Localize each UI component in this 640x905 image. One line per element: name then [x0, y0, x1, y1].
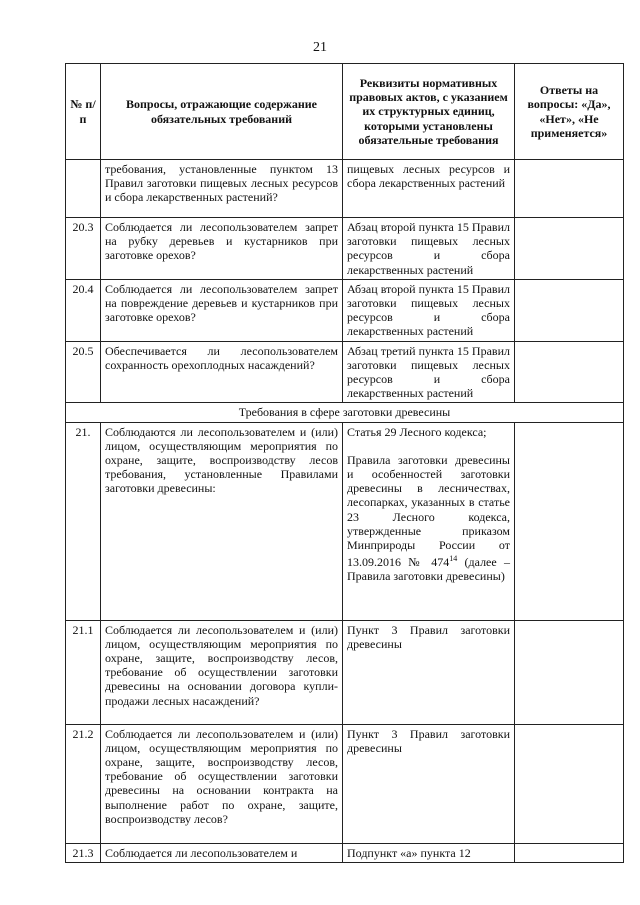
row-question: Соблюдается ли лесопользователем и (или) лицом, осуществляющим мероприятия по охране, защите, воспроизводству лесов, требование об осуществлении заготовки древесины на основании договора купли-продажи лесных насаждений?: [101, 620, 343, 724]
table-row: [66, 341, 624, 403]
requirements-table: [65, 63, 624, 863]
row-requisites: [343, 422, 515, 620]
requisites-article: Статья 29 Лесного кодекса;: [347, 424, 487, 439]
row-answer: [515, 341, 624, 403]
header-question: Вопросы, отражающие содержание обязательных требований: [101, 64, 343, 160]
row-answer: [515, 422, 624, 620]
table-row: [66, 724, 624, 843]
row-answer: [515, 620, 624, 724]
row-number: 21.: [66, 422, 101, 620]
section-title: Требования в сфере заготовки древесины: [66, 403, 624, 422]
row-requisites: Абзац второй пункта 15 Правил заготовки пищевых лесных ресурсов и сбора лекарственных растений: [343, 218, 515, 280]
row-number: 21.3: [66, 843, 101, 862]
section-row: [66, 403, 624, 422]
requisites-rules: Правила заготовки древесины и особенностей заготовки древесины в лесничествах, лесопарках, указанных в статье 23 Лесного кодекса, утвержденные приказом Минприроды России от 13.09.2016 № 474: [347, 452, 510, 570]
row-requisites: Абзац третий пункта 15 Правил заготовки пищевых лесных ресурсов и сбора лекарственных растений: [343, 341, 515, 403]
row-number: [66, 160, 101, 218]
table-row: [66, 279, 624, 341]
header-num: № п/п: [66, 64, 101, 160]
row-answer: [515, 724, 624, 843]
table-row: [66, 620, 624, 724]
row-requisites: пищевых лесных ресурсов и сбора лекарственных растений: [343, 160, 515, 218]
row-requisites: Пункт 3 Правил заготовки древесины: [343, 620, 515, 724]
row-requisites: Подпункт «а» пункта 12: [343, 843, 515, 862]
table-header-row: [66, 64, 624, 160]
row-requisites: Абзац второй пункта 15 Правил заготовки пищевых лесных ресурсов и сбора лекарственных растений: [343, 279, 515, 341]
row-answer: [515, 279, 624, 341]
row-number: 20.3: [66, 218, 101, 280]
row-question: Соблюдается ли лесопользователем и (или) лицом, осуществляющим мероприятия по охране, защите, воспроизводству лесов, требование об осуществлении заготовки древесины на основании контракта на выполнение работ по охране, защите, воспроизводству лесов?: [101, 724, 343, 843]
row-question: требования, установленные пунктом 13 Правил заготовки пищевых лесных ресурсов и сбора лекарственных растений?: [101, 160, 343, 218]
row-answer: [515, 160, 624, 218]
table-row: [66, 422, 624, 620]
row-number: 20.5: [66, 341, 101, 403]
row-question: Соблюдается ли лесопользователем запрет на рубку деревьев и кустарников при заготовке орехов?: [101, 218, 343, 280]
row-answer: [515, 843, 624, 862]
page-number: 21: [313, 40, 327, 55]
row-number: 21.1: [66, 620, 101, 724]
row-question: Соблюдается ли лесопользователем запрет на повреждение деревьев и кустарников при заготовке орехов?: [101, 279, 343, 341]
row-question: Соблюдается ли лесопользователем и: [101, 843, 343, 862]
row-requisites: Пункт 3 Правил заготовки древесины: [343, 724, 515, 843]
table-row: [66, 218, 624, 280]
row-question: Соблюдаются ли лесопользователем и (или) лицом, осуществляющим мероприятия по охране, защите, воспроизводству лесов требования, установленные Правилами заготовки древесины:: [101, 422, 343, 620]
row-question: Обеспечивается ли лесопользователем сохранность орехоплодных насаждений?: [101, 341, 343, 403]
row-answer: [515, 218, 624, 280]
header-requisites: Реквизиты нормативных правовых актов, с указанием их структурных единиц, которыми установлены обязательные требования: [343, 64, 515, 160]
table-row: [66, 843, 624, 862]
requisites-rules-tail: (далее – Правила заготовки древесины): [347, 555, 510, 584]
row-number: 20.4: [66, 279, 101, 341]
header-answers: Ответы на вопросы: «Да», «Нет», «Не применяется»: [515, 64, 624, 160]
table-row: [66, 160, 624, 218]
row-number: 21.2: [66, 724, 101, 843]
footnote-ref: 14: [449, 554, 458, 564]
